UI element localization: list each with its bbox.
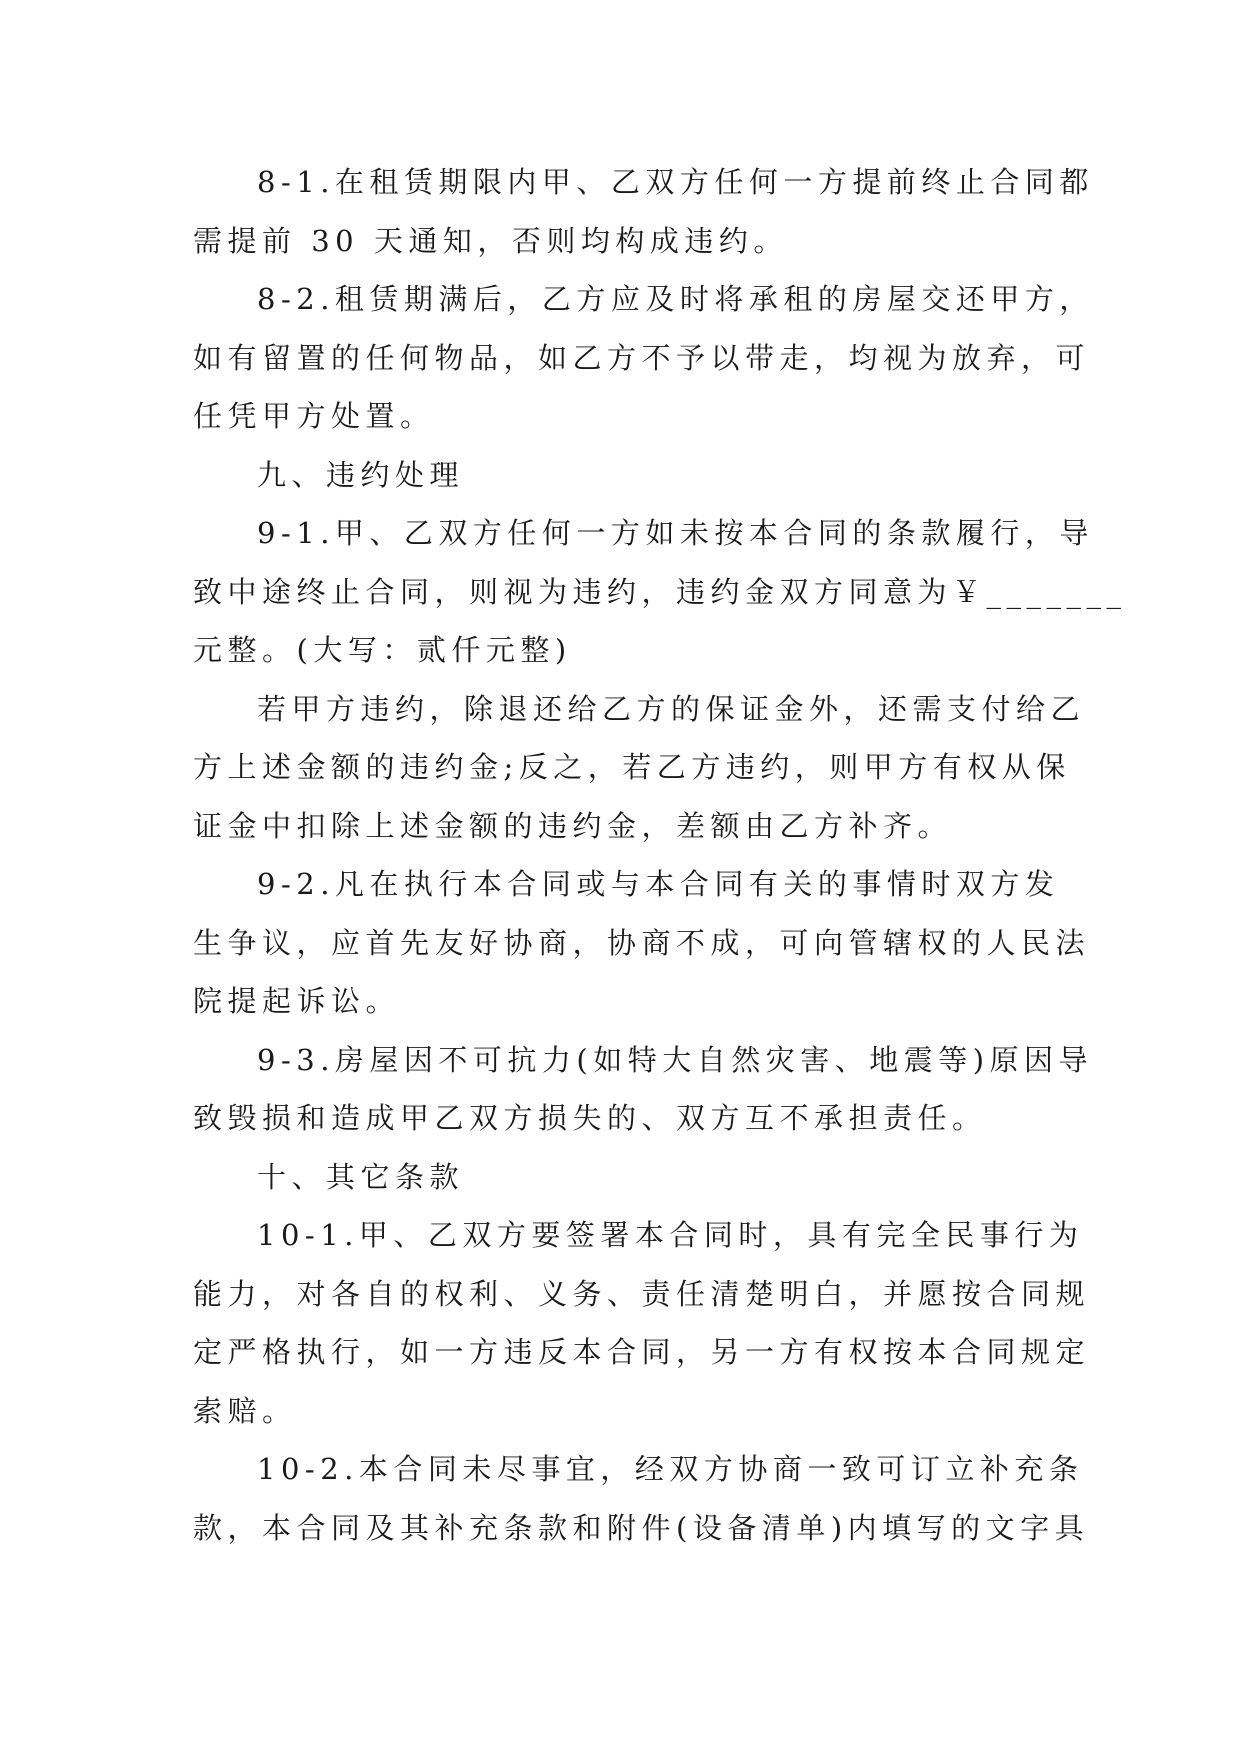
text-line-14: 生争议，应首先友好协商，协商不成，可向管辖权的人民法 bbox=[193, 925, 1091, 960]
text-line-19: 10-1.甲、乙双方要签署本合同时，具有完全民事行为 bbox=[257, 1218, 1084, 1252]
text-line-17: 致毁损和造成甲乙双方损失的、双方互不承担责任。 bbox=[193, 1101, 987, 1135]
document-body bbox=[193, 153, 1127, 1557]
text-line-5: 任凭甲方处置。 bbox=[193, 399, 435, 433]
text-line-2: 需提前 30 天通知，否则均构成违约。 bbox=[193, 223, 788, 258]
text-line-11: 方上述金额的违约金;反之，若乙方违约，则甲方有权从保 bbox=[193, 750, 1071, 784]
text-line-20: 能力，对各自的权利、义务、责任清楚明白，并愿按合同规 bbox=[193, 1276, 1091, 1311]
text-line-3: 8-2.租赁期满后，乙方应及时将承租的房屋交还甲方， bbox=[257, 282, 1094, 316]
text-line-10: 若甲方违约，除退还给乙方的保证金外，还需支付给乙 bbox=[257, 691, 1086, 726]
text-line-16: 9-3.房屋因不可抗力(如特大自然灾害、地震等)原因导 bbox=[257, 1042, 1094, 1077]
text-line-13: 9-2.凡在执行本合同或与本合同有关的事情时双方发 bbox=[257, 867, 1060, 901]
text-line-24: 款，本合同及其补充条款和附件(设备清单)内填写的文字具 bbox=[193, 1510, 1090, 1545]
text-line-23: 10-2.本合同未尽事宜，经双方协商一致可订立补充条 bbox=[257, 1452, 1084, 1486]
text-line-22: 索赔。 bbox=[193, 1393, 297, 1428]
text-line-1: 8-1.在租赁期限内甲、乙双方任何一方提前终止合同都 bbox=[257, 165, 1094, 199]
text-line-21: 定严格执行，如一方违反本合同，另一方有权按本合同规定 bbox=[193, 1335, 1091, 1369]
text-line-7: 9-1.甲、乙双方任何一方如未按本合同的条款履行，导 bbox=[257, 516, 1094, 550]
text-line-15: 院提起诉讼。 bbox=[193, 984, 401, 1018]
text-line-4: 如有留置的任何物品，如乙方不予以带走，均视为放弃，可 bbox=[193, 340, 1091, 375]
text-line-8: 致中途终止合同，则视为违约，违约金双方同意为￥_______ bbox=[193, 574, 1127, 609]
text-line-12: 证金中扣除上述金额的违约金，差额由乙方补齐。 bbox=[193, 808, 953, 843]
section-heading-ten: 十、其它条款 bbox=[257, 1159, 465, 1194]
text-line-9: 元整。(大写：贰仟元整) bbox=[193, 633, 572, 667]
section-heading-nine: 九、违约处理 bbox=[257, 457, 465, 492]
